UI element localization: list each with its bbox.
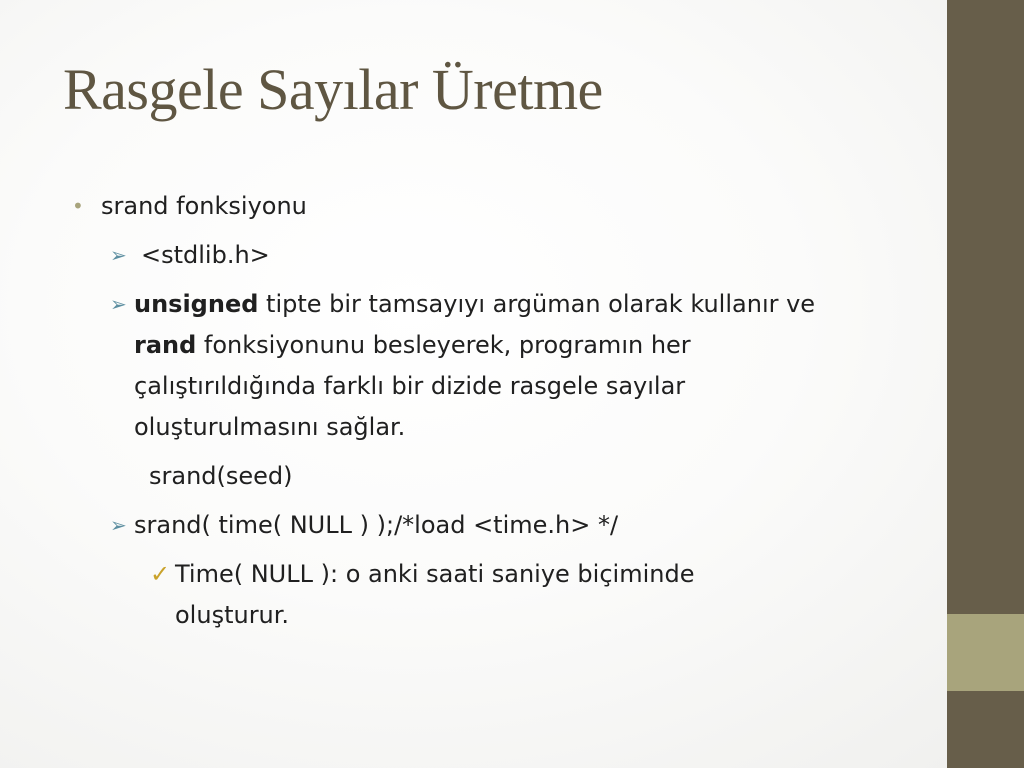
bullet-unsigned-line-3: çalıştırıldığında farklı bir dizide rasgele sayılar bbox=[134, 372, 686, 400]
bullet-unsigned-line-1 bbox=[134, 284, 815, 324]
bullet-srand-time: srand( time( NULL ) );/*load <time.h> */ bbox=[134, 511, 619, 539]
bullet-unsigned-rest-1: tipte bir tamsayıyı argüman olarak kullanır ve bbox=[258, 290, 816, 318]
check-bullet-icon: ✓ bbox=[150, 560, 171, 588]
slide-title: Rasgele Sayılar Üretme bbox=[63, 57, 603, 122]
arrow-bullet-icon: ➢ bbox=[110, 513, 127, 537]
keyword-rand: rand bbox=[134, 331, 197, 359]
bullet-srand-fonksiyonu: srand fonksiyonu bbox=[101, 192, 307, 220]
bullet-unsigned-line-4: oluşturulmasını sağlar. bbox=[134, 413, 406, 441]
bullet-unsigned-line-2 bbox=[134, 325, 691, 365]
bullet-time-null-line-1: Time( NULL ): o anki saati saniye biçiminde bbox=[175, 560, 695, 588]
keyword-unsigned: unsigned bbox=[134, 290, 259, 318]
bullet-time-null-line-2: oluşturur. bbox=[175, 601, 290, 629]
bullet-stdlib: <stdlib.h> bbox=[141, 241, 270, 269]
side-decor-accent bbox=[947, 614, 1024, 691]
bullet-unsigned-rest-2: fonksiyonunu besleyerek, programın her bbox=[196, 331, 691, 359]
arrow-bullet-icon: ➢ bbox=[110, 292, 127, 316]
bullet-dot-icon: • bbox=[72, 194, 84, 218]
code-srand-seed: srand(seed) bbox=[149, 462, 293, 490]
arrow-bullet-icon: ➢ bbox=[110, 243, 127, 267]
